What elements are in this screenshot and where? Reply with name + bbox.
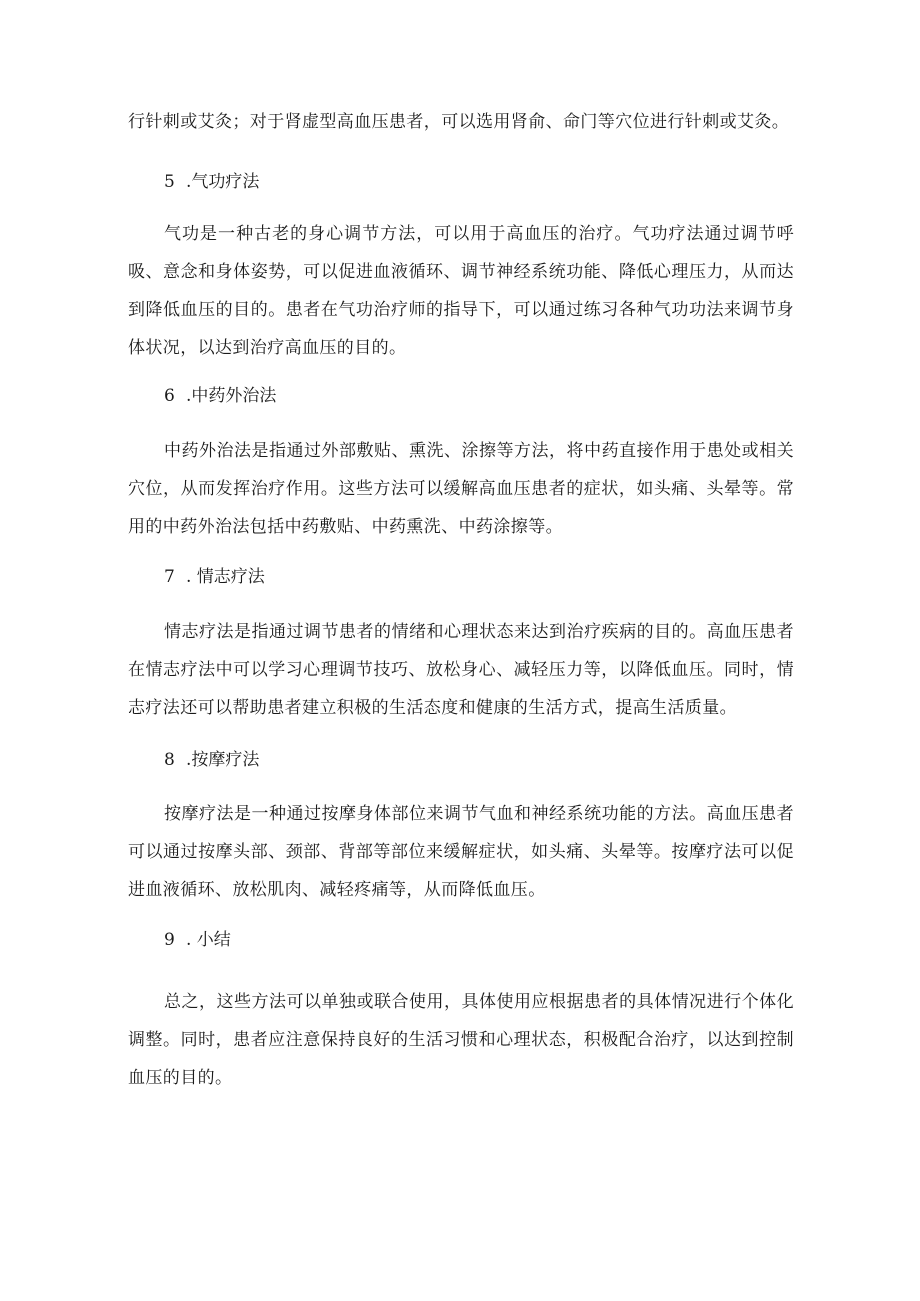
section-number: 7	[164, 567, 175, 587]
section-title: . 情志疗法	[186, 567, 265, 587]
paragraph-qigong: 气功是一种古老的身心调节方法，可以用于高血压的治疗。气功疗法通过调节呼吸、意念和身体姿势，可以促进血液循环、调节神经系统功能、降低心理压力，从而达到降低血压的目的。患者在气功治疗师的指导下，可以通过练习各种气功功法来调节身体状况，以达到治疗高血压的目的。	[128, 224, 794, 358]
section-number: 5	[164, 172, 175, 192]
paragraph-massage: 按摩疗法是一种通过按摩身体部位来调节气血和神经系统功能的方法。高血压患者可以通过按摩头部、颈部、背部等部位来缓解症状，如头痛、头晕等。按摩疗法可以促进血液循环、放松肌肉、减轻疼痛等，从而降低血压。	[128, 804, 794, 900]
section-heading-emotional	[164, 565, 265, 589]
section-heading-massage	[164, 748, 259, 772]
section-title: .按摩疗法	[186, 750, 260, 770]
section-title: .中药外治法	[186, 386, 277, 406]
section-heading-qigong	[164, 170, 259, 194]
section-title: . 小结	[186, 930, 231, 950]
paragraph-continuation: 行针刺或艾灸；对于肾虚型高血压患者，可以选用肾俞、命门等穴位进行针刺或艾灸。	[128, 112, 790, 132]
section-heading-external-herbal	[164, 384, 276, 408]
paragraph-emotional: 情志疗法是指通过调节患者的情绪和心理状态来达到治疗疾病的目的。高血压患者在情志疗法中可以学习心理调节技巧、放松身心、减轻压力等，以降低血压。同时，情志疗法还可以帮助患者建立积极的生活态度和健康的生活方式，提高生活质量。	[128, 622, 794, 718]
paragraph-external-herbal: 中药外治法是指通过外部敷贴、熏洗、涂擦等方法，将中药直接作用于患处或相关穴位，从而发挥治疗作用。这些方法可以缓解高血压患者的症状，如头痛、头晕等。常用的中药外治法包括中药敷贴、中药熏洗、中药涂擦等。	[128, 441, 794, 537]
section-number: 9	[164, 930, 175, 950]
section-title: .气功疗法	[186, 172, 260, 192]
paragraph-summary: 总之，这些方法可以单独或联合使用，具体使用应根据患者的具体情况进行个体化调整。同时，患者应注意保持良好的生活习惯和心理状态，积极配合治疗，以达到控制血压的目的。	[128, 992, 794, 1088]
section-number: 8	[164, 750, 175, 770]
section-heading-summary	[164, 928, 231, 952]
section-number: 6	[164, 386, 175, 406]
